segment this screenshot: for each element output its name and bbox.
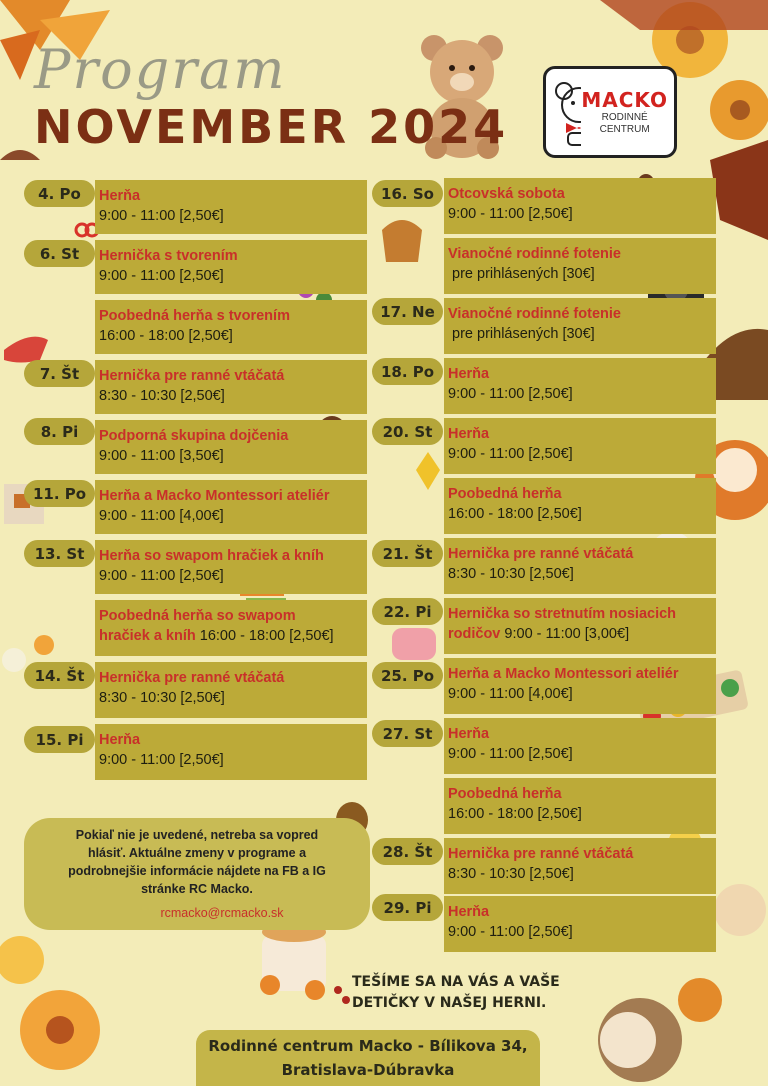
event-title: Poobedná herňa so swapom xyxy=(99,608,296,624)
closing-message xyxy=(352,972,592,1014)
event-title: Hernička pre ranné vtáčatá xyxy=(448,546,634,562)
event-title: Poobedná herňa xyxy=(448,786,562,802)
event-title: Herňa xyxy=(448,426,490,442)
event-box xyxy=(95,180,367,234)
event-box xyxy=(95,540,367,594)
event-detail: 9:00 - 11:00 [2,50€] xyxy=(99,268,224,284)
event-box xyxy=(444,778,716,834)
event-title: Hernička pre ranné vtáčatá xyxy=(99,368,285,384)
event-detail: 9:00 - 11:00 [3,00€] xyxy=(504,626,630,642)
address-line2: Bratislava-Dúbravka xyxy=(281,1061,455,1079)
event-title-continued: rodičov xyxy=(448,626,501,642)
event-box xyxy=(95,662,367,718)
day-label: 20. St xyxy=(372,418,443,445)
closing-line1: TEŠÍME SA NA VÁS A VAŠE xyxy=(352,974,560,990)
logo-sub-line2: CENTRUM xyxy=(599,124,650,135)
day-label: 21. Št xyxy=(372,540,443,567)
event-detail: 9:00 - 11:00 [3,50€] xyxy=(99,448,224,464)
event-detail: 9:00 - 11:00 [2,50€] xyxy=(448,206,573,222)
event-box xyxy=(95,600,367,656)
event-title: Hernička pre ranné vtáčatá xyxy=(99,670,285,686)
event-box xyxy=(444,896,716,952)
event-title: Herňa xyxy=(448,366,490,382)
event-box xyxy=(444,358,716,414)
event-box xyxy=(444,418,716,474)
event-detail: pre prihlásených [30€] xyxy=(448,266,595,282)
event-detail: 8:30 - 10:30 [2,50€] xyxy=(448,866,574,882)
event-detail: 9:00 - 11:00 [2,50€] xyxy=(99,752,224,768)
event-title: Vianočné rodinné fotenie xyxy=(448,306,621,322)
event-title: Otcovská sobota xyxy=(448,186,565,202)
event-box xyxy=(444,658,716,714)
event-box xyxy=(444,598,716,654)
day-label: 7. Št xyxy=(24,360,95,387)
event-box xyxy=(444,178,716,234)
event-title: Herňa so swapom hračiek a kníh xyxy=(99,548,324,564)
event-box xyxy=(444,238,716,294)
event-detail: 16:00 - 18:00 [2,50€] xyxy=(448,806,582,822)
event-title: Hernička pre ranné vtáčatá xyxy=(448,846,634,862)
event-detail: 9:00 - 11:00 [2,50€] xyxy=(448,386,573,402)
logo-sub-line1: RODINNÉ xyxy=(601,112,648,123)
event-title: Herňa a Macko Montessori ateliér xyxy=(448,666,679,682)
event-box xyxy=(444,838,716,894)
day-label: 15. Pi xyxy=(24,726,95,753)
info-text: Pokiaľ nie je uvedené, netreba sa vopred hlásiť. Aktuálne zmeny v programe a podrobnejšie informácie nájdete na FB a IG stránke RC Macko. xyxy=(68,828,326,896)
day-label: 28. Št xyxy=(372,838,443,865)
day-label: 13. St xyxy=(24,540,95,567)
event-box xyxy=(95,300,367,354)
address-line1: Rodinné centrum Macko - Bílikova 34, xyxy=(208,1037,528,1055)
event-title: Vianočné rodinné fotenie xyxy=(448,246,621,262)
day-label: 8. Pi xyxy=(24,418,95,445)
closing-line2: DETIČKY V NAŠEJ HERNI. xyxy=(352,995,547,1011)
event-detail: 16:00 - 18:00 [2,50€] xyxy=(199,628,334,644)
day-label: 4. Po xyxy=(24,180,95,207)
event-title-line2 xyxy=(99,628,334,644)
day-label: 17. Ne xyxy=(372,298,443,325)
event-title: Poobedná herňa xyxy=(448,486,562,502)
event-detail: 16:00 - 18:00 [2,50€] xyxy=(99,328,233,344)
logo-name: MACKO xyxy=(581,88,668,112)
event-detail: 9:00 - 11:00 [2,50€] xyxy=(99,208,224,224)
event-title: Hernička s tvorením xyxy=(99,248,238,264)
event-detail: 9:00 - 11:00 [4,00€] xyxy=(448,686,573,702)
page-title: NOVEMBER 2024 xyxy=(34,100,509,154)
event-detail: 16:00 - 18:00 [2,50€] xyxy=(448,506,582,522)
event-title-line2 xyxy=(448,626,629,642)
event-title: Herňa a Macko Montessori ateliér xyxy=(99,488,330,504)
event-title: Poobedná herňa s tvorením xyxy=(99,308,290,324)
event-title: Hernička so stretnutím nosiacich xyxy=(448,606,677,622)
event-detail: 9:00 - 11:00 [2,50€] xyxy=(99,568,224,584)
event-detail: 8:30 - 10:30 [2,50€] xyxy=(99,388,225,404)
day-label: 11. Po xyxy=(24,480,95,507)
macko-logo xyxy=(543,66,677,158)
bear-logo-icon xyxy=(552,77,581,147)
email-link[interactable]: rcmacko@rcmacko.sk xyxy=(160,906,284,920)
day-label: 25. Po xyxy=(372,662,443,689)
event-detail: 9:00 - 11:00 [2,50€] xyxy=(448,746,573,762)
event-title: Podporná skupina dojčenia xyxy=(99,428,289,444)
event-box xyxy=(95,480,367,534)
day-label: 27. St xyxy=(372,720,443,747)
event-detail: pre prihlásených [30€] xyxy=(448,326,595,342)
event-title: Herňa xyxy=(448,904,490,920)
event-box xyxy=(444,538,716,594)
script-title: Program xyxy=(34,38,287,101)
day-label: 29. Pi xyxy=(372,894,443,921)
event-detail: 8:30 - 10:30 [2,50€] xyxy=(99,690,225,706)
event-title: Herňa xyxy=(99,732,141,748)
address-footer xyxy=(196,1030,540,1086)
day-label: 22. Pi xyxy=(372,598,443,625)
event-box xyxy=(95,420,367,474)
day-label: 14. Št xyxy=(24,662,95,689)
event-title: Herňa xyxy=(99,188,141,204)
event-box xyxy=(444,298,716,354)
event-detail: 9:00 - 11:00 [2,50€] xyxy=(448,446,573,462)
event-title: Herňa xyxy=(448,726,490,742)
event-box xyxy=(95,360,367,414)
event-box xyxy=(444,718,716,774)
event-box xyxy=(95,724,367,780)
event-box xyxy=(95,240,367,294)
event-detail: 9:00 - 11:00 [2,50€] xyxy=(448,924,573,940)
day-label: 6. St xyxy=(24,240,95,267)
event-detail: 9:00 - 11:00 [4,00€] xyxy=(99,508,224,524)
day-label: 16. So xyxy=(372,180,443,207)
event-detail: 8:30 - 10:30 [2,50€] xyxy=(448,566,574,582)
event-title-continued: hračiek a kníh xyxy=(99,628,196,644)
event-box xyxy=(444,478,716,534)
day-label: 18. Po xyxy=(372,358,443,385)
info-note xyxy=(24,818,370,930)
